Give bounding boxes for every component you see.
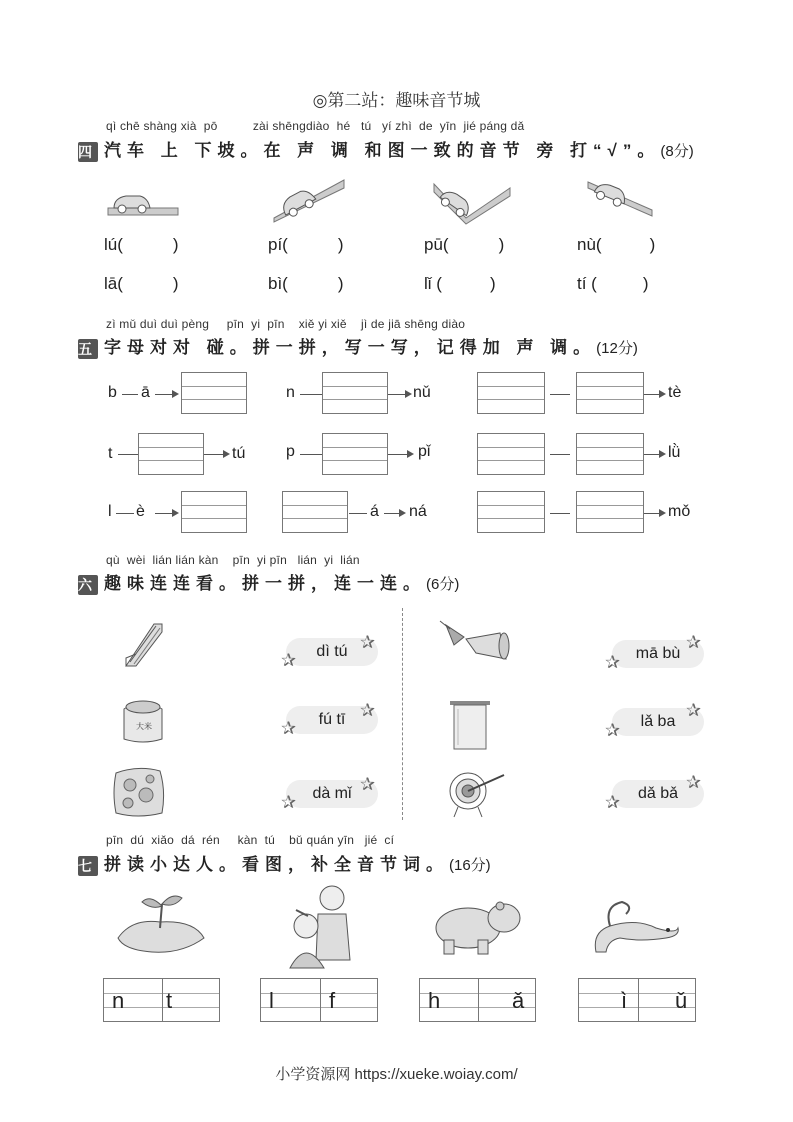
- car-flat-image: [100, 180, 182, 220]
- q7-grid2-letter-a: l: [269, 988, 274, 1013]
- q5-r1c3-grid-a[interactable]: [477, 372, 545, 414]
- q5-r2c2-initial: p: [286, 443, 295, 460]
- lizard-image: [586, 892, 682, 960]
- q5-r3c2-answer-grid[interactable]: [282, 491, 348, 533]
- q7-grid3-letter-a: h: [428, 988, 441, 1013]
- q7-answer-grid-1[interactable]: [103, 978, 220, 1022]
- q4-option-li[interactable]: lǐ ( ): [424, 274, 496, 293]
- q5-r1c3-result: tè: [668, 384, 682, 401]
- q4-option-la[interactable]: lā( ): [104, 274, 179, 293]
- q4-option-ti[interactable]: tí ( ): [577, 274, 649, 293]
- q5-r3c1-answer-grid[interactable]: [181, 491, 247, 533]
- q5-r2c1-initial: t: [108, 445, 113, 462]
- star-icon: ✰: [605, 792, 621, 812]
- q4-number-badge: 四: [78, 143, 98, 160]
- star-icon: ✰: [686, 772, 702, 792]
- q7-number-badge: 七: [78, 857, 98, 874]
- q5-r1c3-grid-b[interactable]: [576, 372, 644, 414]
- q4-option-nu[interactable]: nù( ): [577, 235, 656, 254]
- land-sprout-image: [112, 888, 208, 958]
- trumpet-image[interactable]: [436, 615, 516, 669]
- q4-pinyin: qì chē shàng xià pō zài shēngdiào hé tú yí zhì de yīn jié páng dǎ: [106, 119, 525, 133]
- car-downhill-image: [584, 176, 656, 220]
- q5-r2c2-answer-grid[interactable]: [322, 433, 388, 475]
- star-icon: ✰: [360, 632, 376, 652]
- q5-r2c3-grid-a[interactable]: [477, 433, 545, 475]
- q5-r1c2-result: nǔ: [413, 384, 431, 401]
- q5-r1c2-initial: n: [286, 384, 295, 401]
- q7-answer-grid-4[interactable]: [578, 978, 696, 1022]
- q5-r3c1-initial: l: [108, 503, 112, 520]
- q4-title: 四 汽车 上 下坡。在 声 调 和图一致的音节 旁 打“√”。(8分): [78, 141, 694, 160]
- q5-pinyin: zì mǔ duì duì pèng pīn yi pīn xiě yi xiě jì de jiā shēng diào: [106, 317, 466, 331]
- q5-r2c3-result: lǜ: [668, 444, 681, 461]
- q6-tag-la-ba[interactable]: lǎ ba: [612, 708, 704, 736]
- q7-grid1-letter-a: n: [112, 988, 125, 1013]
- q6-tag-da-ba[interactable]: dǎ bǎ: [612, 780, 704, 808]
- star-icon: ✰: [281, 792, 297, 812]
- q7-grid4-letter-a: ì: [621, 988, 628, 1013]
- star-icon: ✰: [360, 700, 376, 720]
- q5-r2c1-result: tú: [232, 445, 246, 462]
- q5-r1c1-answer-grid[interactable]: [181, 372, 247, 414]
- barber-image: [284, 880, 358, 970]
- q7-pinyin: pīn dú xiǎo dá rén kàn tú bǔ quán yīn jié cí: [106, 833, 395, 847]
- q7-grid3-letter-b: ǎ: [512, 988, 525, 1013]
- star-icon: ✰: [360, 774, 376, 794]
- q4-option-pi[interactable]: pí( ): [268, 235, 344, 254]
- q6-number-badge: 六: [78, 576, 98, 593]
- star-icon: ✰: [605, 720, 621, 740]
- q6-tag-ma-bu[interactable]: mā bù: [612, 640, 704, 668]
- station-title: ◎第二站：趣味音节城: [312, 91, 481, 110]
- q5-r2c2-result: pǐ: [418, 443, 431, 460]
- rice-bag-image[interactable]: [118, 695, 168, 747]
- q6-tag-di-tu[interactable]: dì tú: [286, 638, 378, 666]
- q6-tag-da-mi[interactable]: dà mǐ: [286, 780, 378, 808]
- star-icon: ✰: [686, 700, 702, 720]
- q5-r3c3-grid-a[interactable]: [477, 491, 545, 533]
- q5-r3c3-grid-b[interactable]: [576, 491, 644, 533]
- target-image[interactable]: [446, 767, 508, 819]
- q4-option-bi[interactable]: bì( ): [268, 274, 344, 293]
- hippo-image: [428, 890, 524, 960]
- q5-r1c2-answer-grid[interactable]: [322, 372, 388, 414]
- q6-divider: [402, 608, 403, 820]
- q7-grid2-letter-b: f: [329, 988, 336, 1013]
- q5-r3c1-final: è: [136, 503, 145, 520]
- q5-r2c3-grid-b[interactable]: [576, 433, 644, 475]
- star-icon: ✰: [281, 718, 297, 738]
- q7-answer-grid-2[interactable]: [260, 978, 378, 1022]
- q4-option-pu[interactable]: pū( ): [424, 235, 505, 254]
- escalator-image[interactable]: [122, 618, 166, 670]
- q6-title: 六 趣味连连看。拼一拼，连一连。(6分): [78, 574, 460, 593]
- q5-title: 五 字母对对 碰。拼一拼，写一写，记得加 声 调。(12分): [78, 338, 638, 357]
- q5-r2c1-answer-grid[interactable]: [138, 433, 204, 475]
- car-valley-image: [430, 178, 514, 226]
- q5-r1c1-initial: b: [108, 384, 117, 401]
- q7-answer-grid-3[interactable]: [419, 978, 536, 1022]
- q6-tag-fu-ti[interactable]: fú tī: [286, 706, 378, 734]
- q5-r3c2-final: á: [370, 503, 379, 520]
- q5-number-badge: 五: [78, 340, 98, 357]
- q5-r1c1-final: ā: [141, 384, 150, 401]
- svg-text:大米: 大米: [136, 722, 152, 731]
- footer-watermark: 小学资源网 https://xueke.woiay.com/: [275, 1066, 518, 1083]
- star-icon: ✰: [686, 632, 702, 652]
- q4-option-lu[interactable]: lú( ): [104, 235, 179, 254]
- star-icon: ✰: [281, 650, 297, 670]
- q7-grid1-letter-b: t: [166, 988, 173, 1013]
- q7-title: 七 拼读小达人。看图，补全音节词。(16分): [78, 855, 491, 874]
- towel-image[interactable]: [448, 697, 492, 753]
- q6-pinyin: qù wèi lián lián kàn pīn yi pīn lián yi lián: [106, 553, 360, 567]
- q5-r3c3-result: mǒ: [668, 503, 691, 520]
- q5-r3c2-result: ná: [409, 503, 427, 520]
- map-image[interactable]: [110, 765, 168, 819]
- q7-grid4-letter-b: ǔ: [675, 988, 688, 1013]
- star-icon: ✰: [605, 652, 621, 672]
- car-uphill-image: [268, 174, 348, 224]
